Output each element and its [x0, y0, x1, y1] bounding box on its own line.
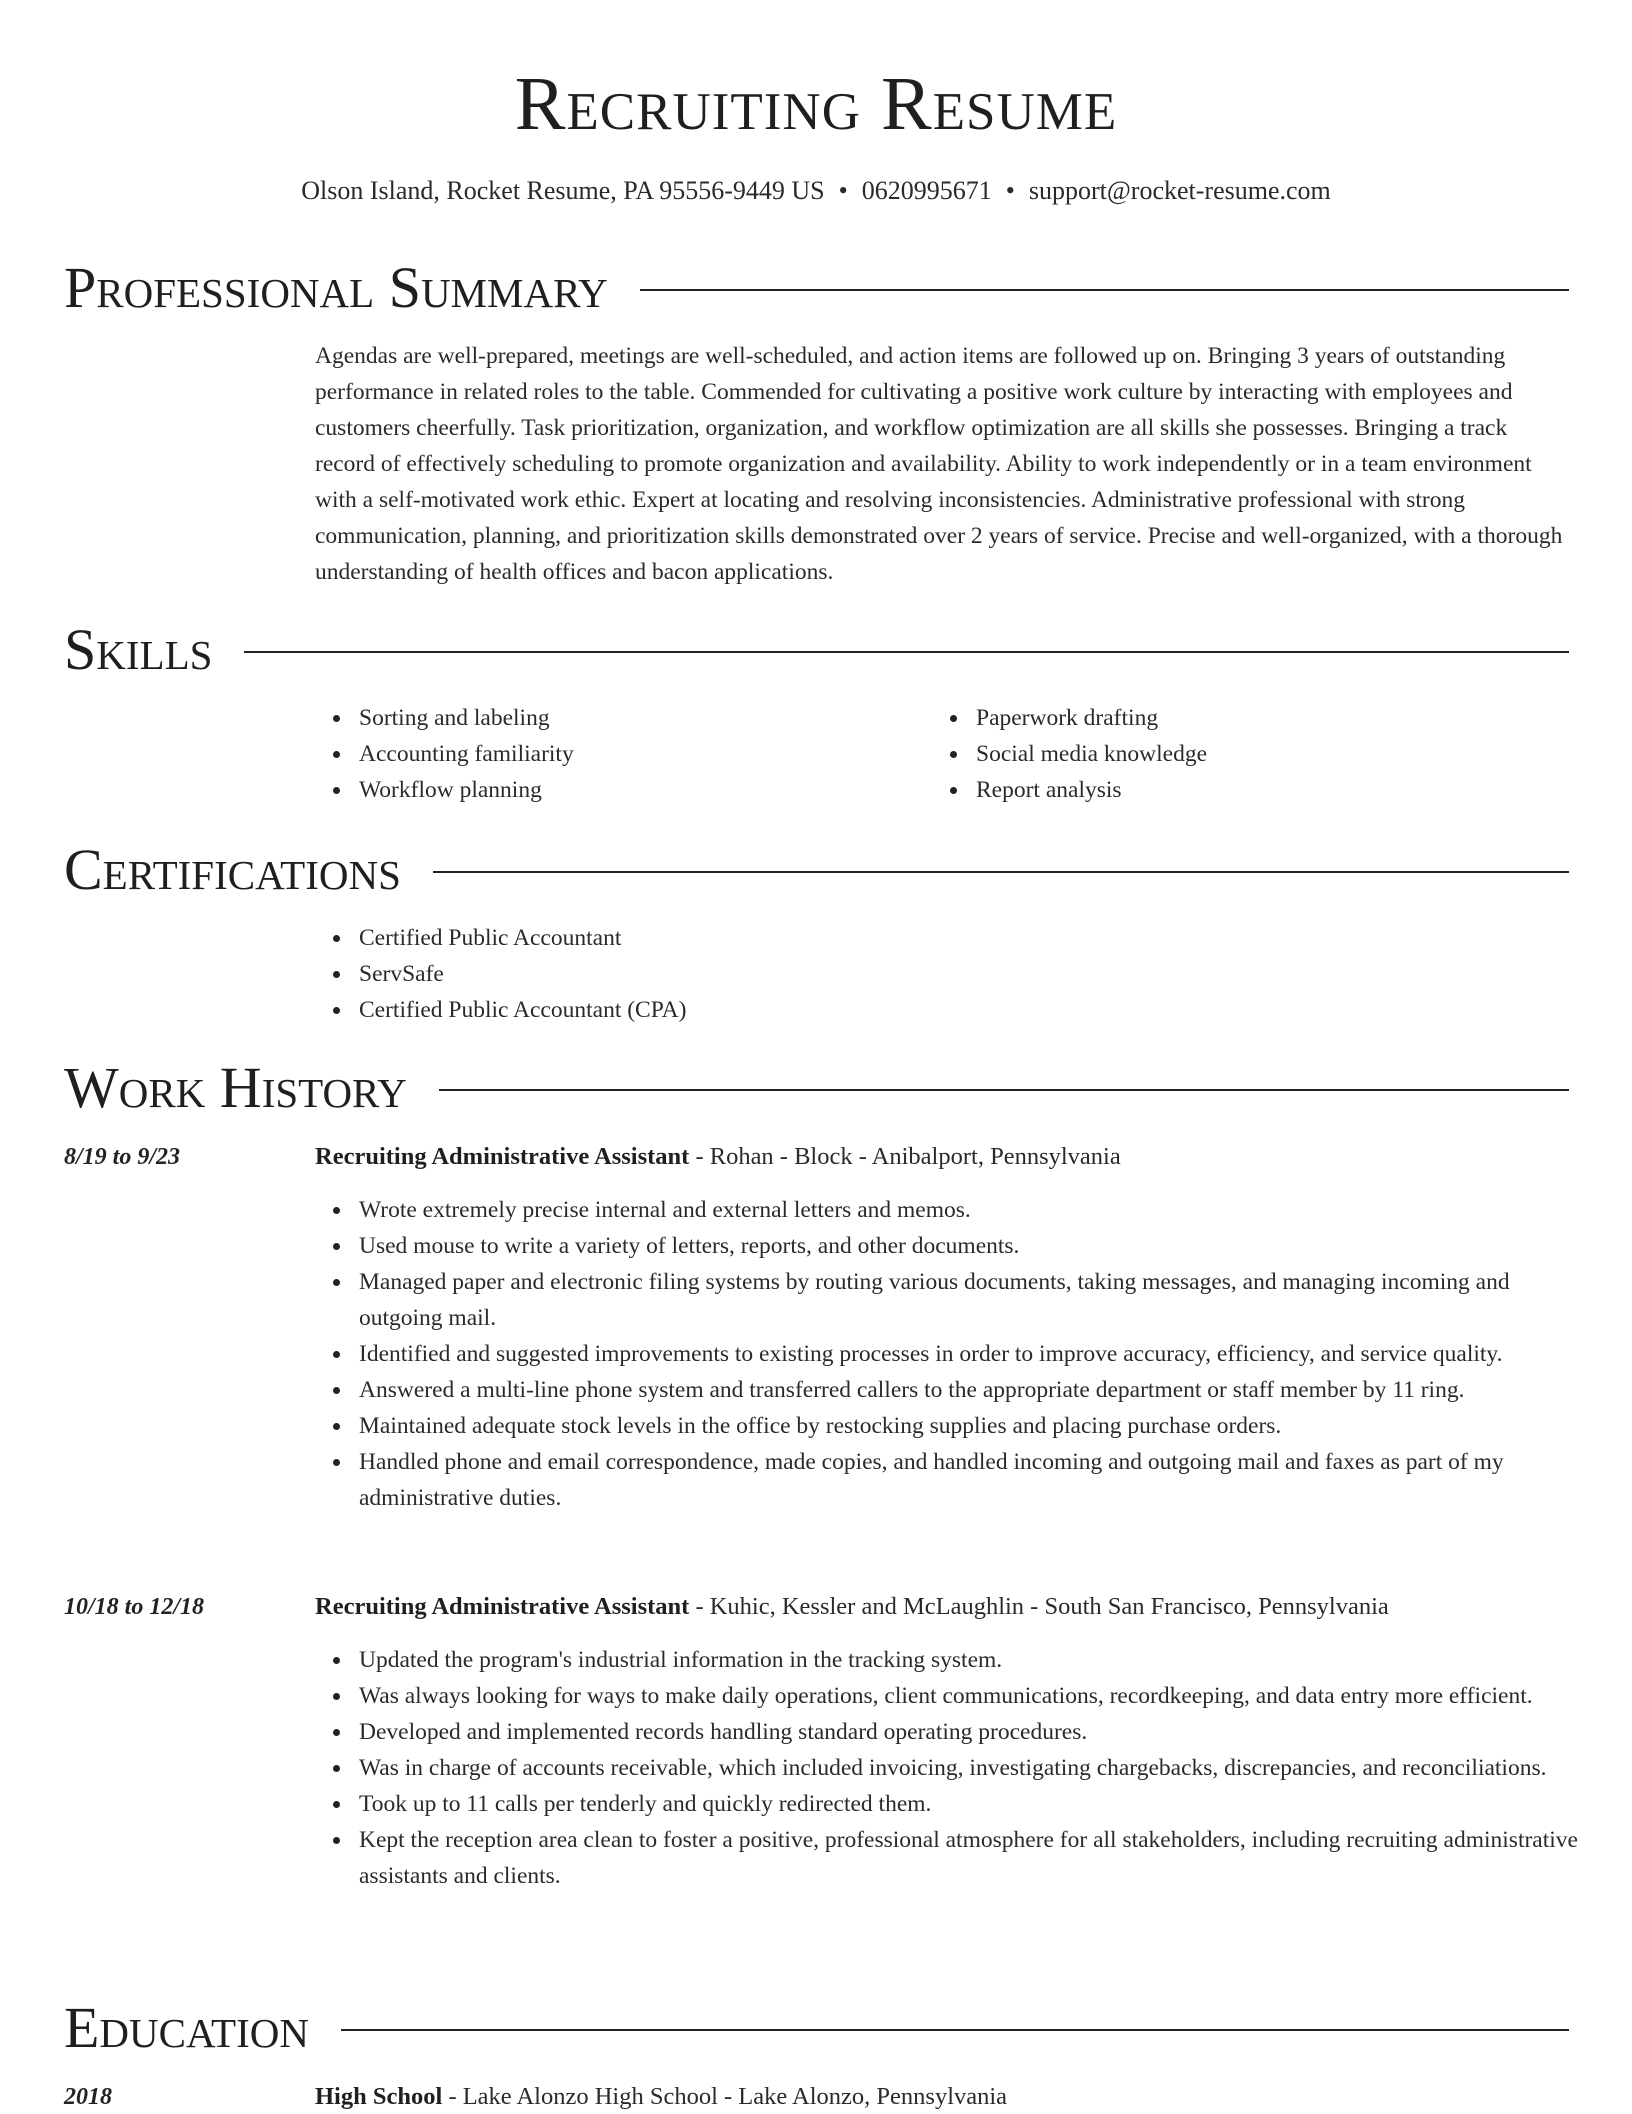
list-item: Used mouse to write a variety of letters, reports, and other documents. — [359, 1228, 1579, 1264]
list-item: Was always looking for ways to make daily operations, client communications, recordkeeping, and data entry more efficient. — [359, 1678, 1579, 1714]
section-rule — [433, 871, 1569, 873]
section-title: Skills — [64, 617, 213, 682]
address: Olson Island, Rocket Resume, PA 95556-9449 US — [301, 176, 825, 205]
list-item: Handled phone and email correspondence, made copies, and handled incoming and outgoing mail and faxes as part of my administrative duties. — [359, 1444, 1579, 1516]
phone: 0620995671 — [861, 176, 992, 205]
list-item: Workflow planning — [359, 772, 919, 808]
summary-text: Agendas are well-prepared, meetings are well-scheduled, and action items are followed up on. Bringing 3 years of outstanding performance in related roles to the table. Commended for cultivating a positive work culture by interacting with employees and customers cheerfully. Task prioritization, organization, and workflow optimization are all skills she possesses. Bringing a track record of effectively scheduling to promote organization and availability. Ability to work independently or in a team environment with a self-motivated work ethic. Expert at locating and resolving inconsistencies. Administrative professional with strong communication, planning, and prioritization skills demonstrated over 2 years of service. Precise and well-organized, with a thorough understanding of health offices and bacon applications. — [315, 343, 1563, 585]
section-rule — [640, 289, 1569, 291]
section-title: Education — [64, 1995, 309, 2060]
skills-list-right — [932, 700, 1576, 808]
separator: • — [1005, 176, 1015, 205]
list-item: Took up to 11 calls per tenderly and quickly redirected them. — [359, 1786, 1579, 1822]
job-role: Recruiting Administrative Assistant — [315, 1593, 690, 1620]
section-rule — [341, 2029, 1569, 2031]
list-item: Managed paper and electronic filing systems by routing various documents, taking messages, and managing incoming and outgoing mail. — [359, 1264, 1579, 1336]
job-detail: - Kuhic, Kessler and McLaughlin - South San Francisco, Pennsylvania — [689, 1593, 1389, 1620]
contact-line — [0, 174, 1632, 208]
skills-list-left — [315, 700, 919, 808]
education-degree: High School — [315, 2083, 443, 2110]
list-item: Certified Public Accountant — [359, 920, 1359, 956]
section-rule — [439, 1089, 1569, 1091]
list-item: Was in charge of accounts receivable, which included invoicing, investigating chargebacks, discrepancies, and reconciliations. — [359, 1750, 1579, 1786]
education-heading — [315, 2080, 1007, 2114]
list-item: Sorting and labeling — [359, 700, 919, 736]
job-dates: 10/18 to 12/18 — [64, 1594, 205, 1620]
list-item: Report analysis — [976, 772, 1576, 808]
section-heading-summary — [64, 257, 1569, 319]
list-item: Identified and suggested improvements to existing processes in order to improve accuracy, efficiency, and service quality. — [359, 1336, 1579, 1372]
list-item: ServSafe — [359, 956, 1359, 992]
list-item: Social media knowledge — [976, 736, 1576, 772]
list-item: Wrote extremely precise internal and external letters and memos. — [359, 1192, 1579, 1228]
list-item: Answered a multi-line phone system and transferred callers to the appropriate department or staff member by 11 ring. — [359, 1372, 1579, 1408]
section-heading-education — [64, 1997, 1569, 2059]
section-title: Professional Summary — [64, 255, 608, 320]
list-item: Certified Public Accountant (CPA) — [359, 992, 1359, 1028]
section-title: Certifications — [64, 837, 401, 902]
email-link[interactable]: support@rocket-resume.com — [1028, 176, 1331, 205]
job-bullets — [315, 1642, 1579, 1894]
list-item: Maintained adequate stock levels in the office by restocking supplies and placing purchase orders. — [359, 1408, 1579, 1444]
resume-name: Recruiting Resume — [514, 62, 1118, 146]
certifications-list — [315, 920, 1359, 1028]
education-year: 2018 — [64, 2084, 112, 2110]
job-dates: 8/19 to 9/23 — [64, 1144, 181, 1170]
job-detail: - Rohan - Block - Anibalport, Pennsylvania — [689, 1143, 1121, 1170]
job-bullets — [315, 1192, 1579, 1516]
list-item: Updated the program's industrial information in the tracking system. — [359, 1642, 1579, 1678]
separator: • — [838, 176, 848, 205]
job-heading — [315, 1140, 1121, 1174]
list-item: Paperwork drafting — [976, 700, 1576, 736]
section-heading-skills — [64, 619, 1569, 681]
list-item: Accounting familiarity — [359, 736, 919, 772]
list-item: Developed and implemented records handling standard operating procedures. — [359, 1714, 1579, 1750]
section-rule — [244, 651, 1569, 653]
section-heading-work-history — [64, 1057, 1569, 1119]
list-item: Kept the reception area clean to foster a positive, professional atmosphere for all stakeholders, including recruiting administrative assistants and clients. — [359, 1822, 1579, 1894]
section-title: Work History — [64, 1055, 407, 1120]
job-role: Recruiting Administrative Assistant — [315, 1143, 690, 1170]
job-heading — [315, 1590, 1389, 1624]
section-heading-certifications — [64, 839, 1569, 901]
education-detail: - Lake Alonzo High School - Lake Alonzo, Pennsylvania — [442, 2083, 1008, 2110]
